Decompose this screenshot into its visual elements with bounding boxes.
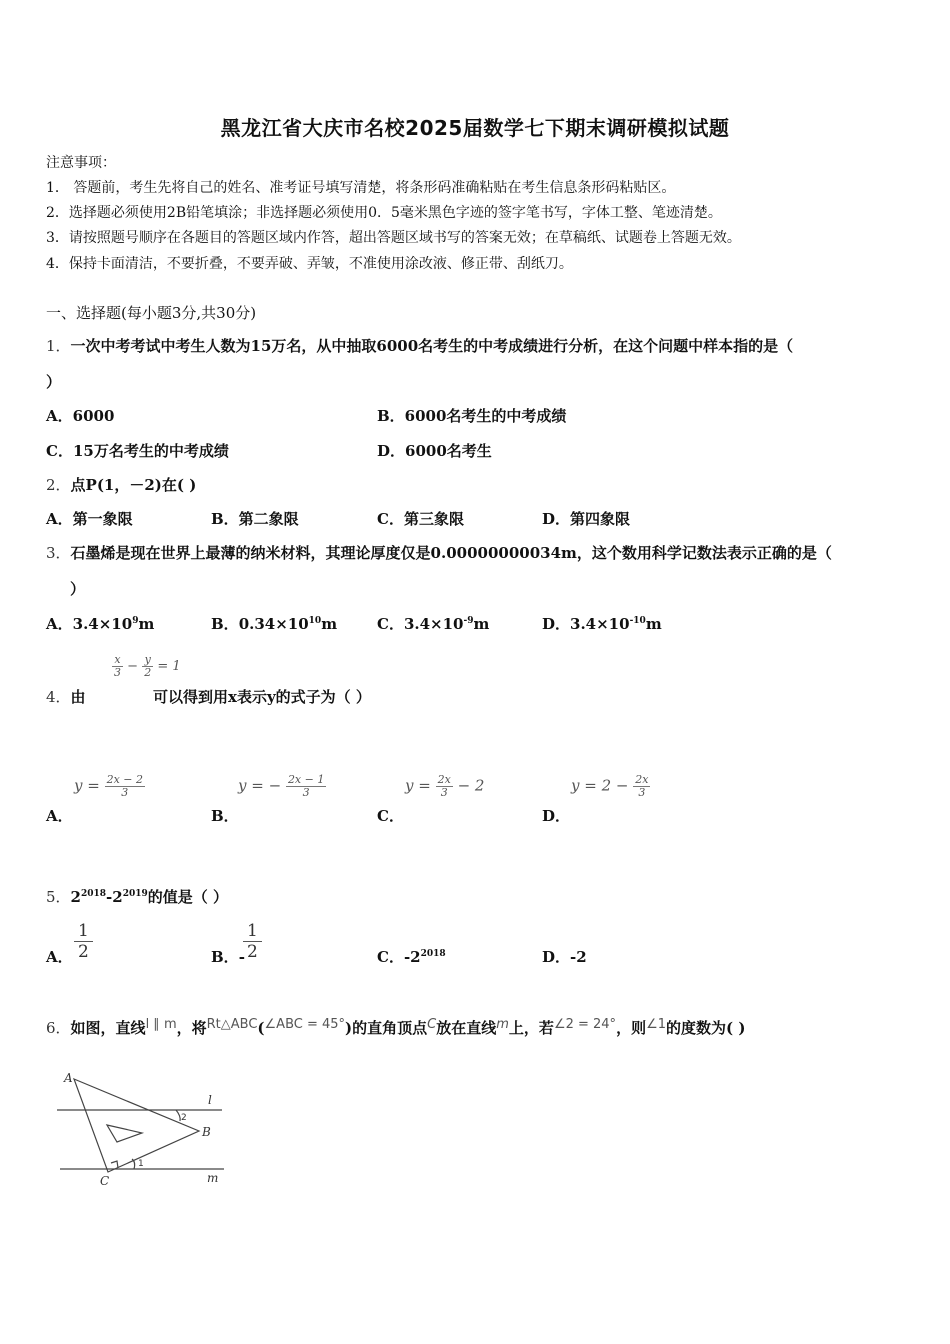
formula-denominator: 3 — [638, 786, 646, 799]
math-inline: ∠ABC = 45° — [264, 1017, 346, 1032]
question-text: )的直角顶点 — [345, 1019, 428, 1037]
option-exponent: 2018 — [420, 949, 446, 959]
math-inline: l ∥ m — [145, 1017, 177, 1032]
q6-figure — [52, 1068, 232, 1193]
q4-option-b-formula — [238, 774, 326, 799]
q3-option-a — [46, 613, 154, 634]
question-number: 1． — [46, 337, 71, 355]
option-base: 0.34×10 — [238, 615, 309, 633]
note-item-3: 3．请按照题号顺序在各题目的答题区域内作答，超出答题区域书写的答案无效；在草稿纸、试题卷上答题无效。 — [46, 230, 741, 246]
question-text: 上，若 — [508, 1019, 554, 1037]
question-number: 5． — [46, 888, 71, 906]
q2-option-d: D．第四象限 — [542, 510, 631, 528]
formula-operator: − — [127, 659, 139, 674]
question-1 — [46, 335, 793, 356]
math-inline: C — [427, 1017, 437, 1032]
fraction-denominator: 2 — [247, 942, 258, 962]
option-unit: m — [473, 615, 490, 633]
option-exponent: 10 — [308, 616, 322, 626]
formula-rhs: = 1 — [157, 659, 181, 674]
formula-numerator: 2x − 2 — [106, 773, 144, 786]
q5-option-d — [542, 946, 587, 967]
option-text: -2 — [403, 948, 421, 966]
option-unit: m — [321, 615, 338, 633]
question-text: 如图，直线 — [70, 1019, 146, 1037]
question-text: ( — [257, 1019, 265, 1037]
q2-option-c: C．第三象限 — [377, 510, 464, 528]
fraction-numerator: 1 — [243, 921, 262, 942]
math-inline: ∠2 = 24° — [553, 1017, 617, 1032]
q2-option-b: B．第二象限 — [211, 510, 299, 528]
triangle-abc — [74, 1079, 199, 1172]
section-heading: 一、选择题(每小题3分,共30分) — [46, 304, 257, 322]
question-text: ，将 — [176, 1019, 207, 1037]
option-label: C． — [377, 948, 404, 966]
option-unit: m — [645, 615, 662, 633]
question-text: 一次中考考试中考生人数为15万名，从中抽取6000名考生的中考成绩进行分析，在这个问题中样本指的是（ — [70, 337, 794, 355]
label-a: A — [64, 1071, 73, 1085]
q1-option-a: A．6000 — [46, 407, 115, 425]
q5-option-b-label — [211, 946, 245, 967]
option-label: C． — [377, 615, 404, 633]
formula-numerator: x — [112, 654, 123, 667]
option-exponent: -10 — [629, 616, 646, 626]
q1-option-d: D．6000名考生 — [377, 442, 492, 460]
formula-numerator: 2x − 1 — [287, 773, 325, 786]
fraction-denominator: 2 — [78, 942, 89, 962]
label-c: C — [100, 1174, 110, 1188]
label-angle-1: 1 — [138, 1159, 144, 1169]
math-inline: m — [496, 1017, 509, 1032]
q4-option-c-label: C． — [377, 807, 404, 825]
formula-denominator: 3 — [302, 786, 310, 799]
option-base: 3.4×10 — [570, 615, 630, 633]
question-number: 3． — [46, 544, 71, 562]
q3-option-b — [211, 613, 337, 634]
question-3 — [46, 542, 832, 563]
math-inline: Rt△ABC — [206, 1017, 258, 1032]
question-1-cont: ） — [46, 373, 62, 391]
option-label: D． — [542, 615, 571, 633]
question-4 — [46, 686, 86, 707]
q3-option-c — [377, 613, 489, 634]
option-exponent: 9 — [132, 616, 139, 626]
question-3-cont: ） — [70, 580, 86, 598]
note-item-1: 1． 答题前，考生先将自己的姓名、准考证号填写清楚，将条形码准确粘贴在考生信息条形码粘贴区。 — [46, 180, 676, 196]
q5-option-c — [377, 946, 446, 967]
option-unit: m — [138, 615, 155, 633]
option-label: D． — [542, 948, 571, 966]
angle-2-arc — [176, 1110, 180, 1121]
note-item-2: 2．选择题必须使用2B铅笔填涂；非选择题必须使用0．5毫米黑色字迹的签字笔书写，字体工整、笔迹清楚。 — [46, 205, 722, 221]
right-angle-mark — [111, 1161, 118, 1168]
power-exponent: 2018 — [80, 889, 107, 899]
formula-denominator: 2 — [144, 666, 152, 679]
q4-option-c-formula — [405, 774, 484, 799]
formula-denominator: 3 — [440, 786, 448, 799]
formula-lhs: y = 2 − — [571, 776, 629, 795]
label-b: B — [202, 1125, 211, 1139]
q5-option-a-label: A． — [46, 948, 73, 966]
label-m: m — [207, 1171, 219, 1185]
formula-lhs: y = — [405, 776, 431, 795]
formula-tail: − 2 — [457, 776, 485, 795]
note-item-4: 4．保持卡面清洁，不要折叠，不要弄破、弄皱，不准使用涂改液、修正带、刮纸刀。 — [46, 256, 573, 272]
question-number: 2． — [46, 476, 71, 494]
q4-option-d-formula — [571, 774, 650, 799]
question-5 — [46, 886, 228, 907]
power-exponent: 2019 — [122, 889, 148, 899]
option-exponent: -9 — [463, 616, 474, 626]
question-text: 石墨烯是现在世界上最薄的纳米材料，其理论厚度仅是0.00000000034m，这个数用科学记数法表示正确的是（ — [70, 544, 832, 562]
power-base: -2 — [106, 888, 123, 906]
page-title: 黑龙江省大庆市名校2025届数学七下期末调研模拟试题 — [220, 116, 730, 140]
inner-triangle — [107, 1125, 142, 1142]
question-6 — [46, 1017, 745, 1038]
option-base: 3.4×10 — [72, 615, 133, 633]
formula-lhs: y = — [74, 776, 100, 795]
question-text: 放在直线 — [436, 1019, 497, 1037]
q4-option-d-label: D． — [542, 807, 571, 825]
formula-numerator: 2x — [635, 773, 649, 786]
option-label: B． — [211, 948, 239, 966]
q4-option-a-formula — [74, 774, 145, 799]
math-inline: ∠1 — [646, 1017, 667, 1032]
option-text: -2 — [570, 948, 587, 966]
q4-formula — [112, 654, 181, 679]
question-number: 6． — [46, 1019, 71, 1037]
power-base: 2 — [70, 888, 81, 906]
formula-numerator: 2x — [437, 773, 451, 786]
q3-option-d — [542, 613, 662, 634]
formula-numerator: y — [142, 654, 153, 667]
q1-option-b: B．6000名考生的中考成绩 — [377, 407, 567, 425]
question-text: 点P(1，－2)在( ) — [70, 476, 197, 494]
q2-option-a: A．第一象限 — [46, 510, 133, 528]
q1-option-c: C．15万名考生的中考成绩 — [46, 442, 229, 460]
label-angle-2: 2 — [181, 1113, 187, 1123]
question-text: 的度数为( ) — [666, 1019, 746, 1037]
question-number: 4． — [46, 688, 71, 706]
formula-denominator: 3 — [114, 666, 121, 679]
fraction-numerator: 1 — [74, 921, 93, 942]
option-label: A． — [46, 615, 73, 633]
q4-option-a-label: A． — [46, 807, 73, 825]
option-sign: - — [238, 948, 245, 966]
question-text: ，则 — [616, 1019, 647, 1037]
question-4-text: 可以得到用x表示y的式子为（ ） — [153, 688, 371, 706]
label-l: l — [208, 1093, 212, 1107]
notes-heading: 注意事项： — [46, 155, 116, 171]
q5-option-a-fraction — [74, 921, 93, 962]
question-prefix: 由 — [70, 688, 86, 706]
q4-option-b-label: B． — [211, 807, 239, 825]
formula-lhs: y = − — [238, 776, 282, 795]
question-2 — [46, 474, 196, 495]
option-label: B． — [211, 615, 239, 633]
q5-option-b-fraction — [243, 921, 262, 962]
option-base: 3.4×10 — [403, 615, 464, 633]
formula-denominator: 3 — [121, 786, 129, 799]
question-text: 的值是（ ） — [147, 888, 229, 906]
